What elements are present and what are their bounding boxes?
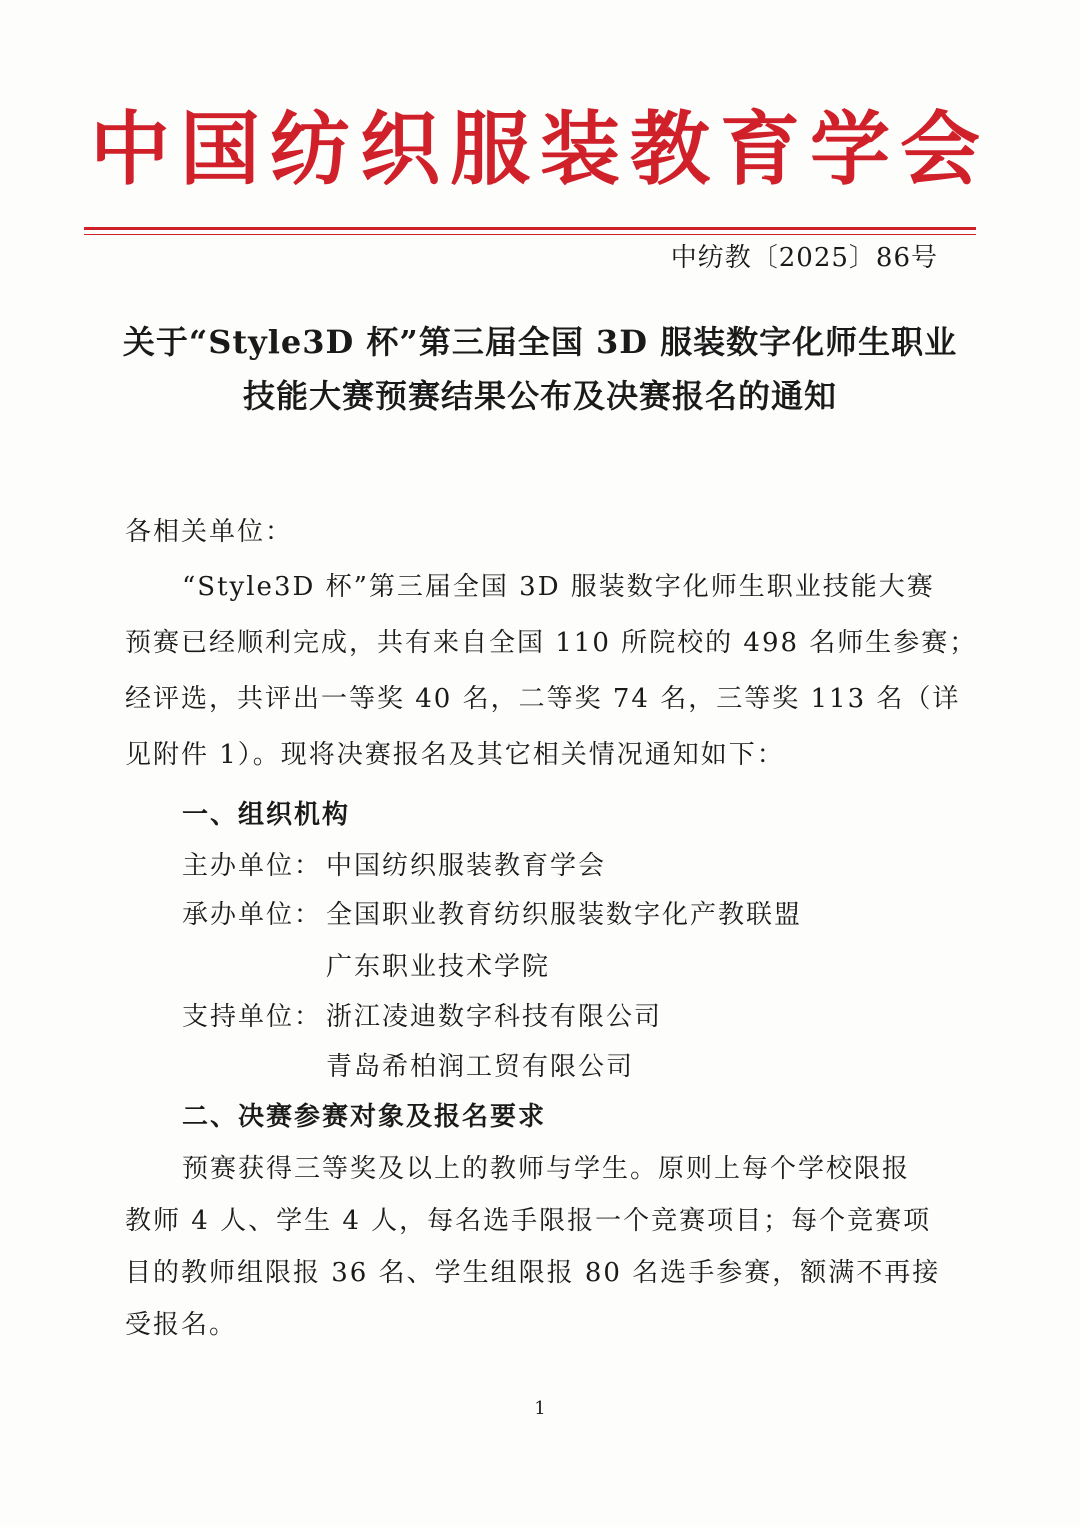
support-label: 支持单位：	[182, 1002, 323, 1032]
organizer-value-1: 全国职业教育纺织服装数字化产教联盟	[326, 900, 803, 930]
org-name-header: 中国纺织服装教育学会	[90, 103, 990, 196]
supporter-value-2: 青岛希柏润工贸有限公司	[326, 1052, 635, 1082]
section-2-line-3: 目的教师组限报 36 名、学生组限报 80 名选手参赛，额满不再接	[125, 1258, 941, 1288]
host-label: 主办单位：	[182, 851, 323, 881]
section-2-line-4: 受报名。	[125, 1310, 238, 1340]
section-2-line-2: 教师 4 人、学生 4 人，每名选手限报一个竞赛项目；每个竞赛项	[125, 1206, 932, 1236]
organizer-label: 承办单位：	[182, 900, 323, 930]
page-number: 1	[534, 1398, 546, 1419]
document-number: 中纺教〔2025〕86号	[670, 243, 938, 273]
header-red-rule-thin	[84, 234, 976, 235]
notice-title-line-1: 关于“Style3D 杯”第三届全国 3D 服装数字化师生职业	[122, 323, 958, 361]
section-2-line-1: 预赛获得三等奖及以上的教师与学生。原则上每个学校限报	[182, 1154, 911, 1184]
intro-line-4: 见附件 1）。现将决赛报名及其它相关情况通知如下：	[125, 740, 785, 770]
intro-line-3: 经评选，共评出一等奖 40 名，二等奖 74 名，三等奖 113 名（详	[125, 684, 961, 714]
supporter-value-1: 浙江凌迪数字科技有限公司	[326, 1002, 663, 1032]
host-value: 中国纺织服装教育学会	[326, 851, 607, 881]
intro-line-1: “Style3D 杯”第三届全国 3D 服装数字化师生职业技能大赛	[182, 572, 935, 602]
salutation: 各相关单位：	[125, 517, 294, 547]
intro-line-2: 预赛已经顺利完成，共有来自全国 110 所院校的 498 名师生参赛；	[125, 628, 978, 658]
section-1-heading: 一、组织机构	[182, 800, 351, 830]
header-red-rule-thick	[84, 227, 976, 230]
notice-title-line-2: 技能大赛预赛结果公布及决赛报名的通知	[242, 377, 837, 415]
organizer-value-2: 广东职业技术学院	[326, 952, 551, 982]
section-2-heading: 二、决赛参赛对象及报名要求	[182, 1102, 547, 1132]
